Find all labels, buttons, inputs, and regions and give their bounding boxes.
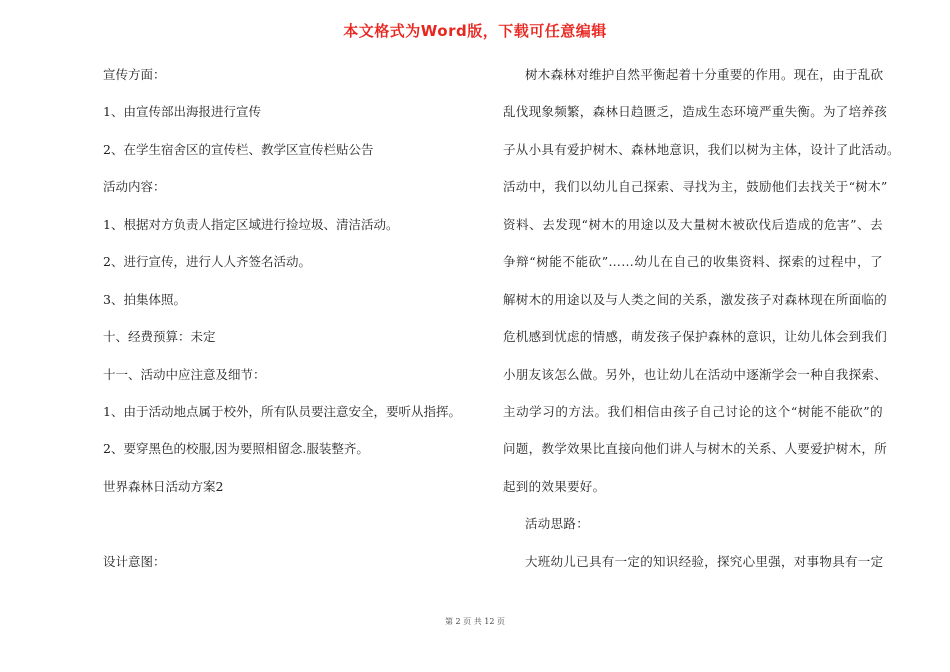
right-line: 小朋友该怎么做。另外，也让幼儿在活动中逐渐学会一种自我探索、: [503, 367, 888, 382]
left-line: 2、进行宣传，进行人人齐签名活动。: [103, 254, 311, 269]
left-line: 1、由宣传部出海报进行宣传: [103, 104, 261, 119]
left-line: 设计意图：: [103, 554, 166, 569]
right-line: 资料、去发现“树木的用途以及大量树木被砍伐后造成的危害”、去: [503, 217, 883, 232]
right-line: 子从小具有爱护树木、森林地意识，我们以树为主体，设计了此活动。: [503, 142, 900, 157]
left-line: 1、根据对方负责人指定区域进行捡垃圾、清洁活动。: [103, 217, 399, 232]
right-line: 争辩“树能不能砍”……幼儿在自己的收集资料、探索的过程中，了: [503, 254, 883, 269]
left-line: 世界森林日活动方案2: [103, 479, 224, 494]
left-line: 活动内容：: [103, 179, 166, 194]
left-line: 2、在学生宿舍区的宣传栏、教学区宣传栏贴公告: [103, 142, 374, 157]
right-line: 解树木的用途以及与人类之间的关系，激发孩子对森林现在所面临的: [503, 292, 888, 307]
left-line: 十、经费预算：未定: [103, 329, 216, 344]
left-line: 宣传方面：: [103, 67, 166, 82]
left-line: 十一、活动中应注意及细节：: [103, 367, 266, 382]
banner-title: 本文格式为Word版，下载可任意编辑: [343, 22, 607, 40]
right-line: 活动中，我们以幼儿自己探索、寻找为主，鼓励他们去找关于“树木”: [503, 179, 888, 194]
right-line: 树木森林对维护自然平衡起着十分重要的作用。现在，由于乱砍: [525, 67, 884, 82]
right-line: 问题，教学效果比直接向他们讲人与树木的关系、人要爱护树木，所: [503, 441, 888, 456]
left-line: 1、由于活动地点属于校外，所有队员要注意安全，要听从指挥。: [103, 404, 461, 419]
right-line: 起到的效果要好。: [503, 479, 606, 494]
right-line: 乱伐现象频繁，森林日趋匮乏，造成生态环境严重失衡。为了培养孩: [503, 104, 888, 119]
right-line: 大班幼儿已具有一定的知识经验，探究心里强，对事物具有一定: [525, 554, 884, 569]
right-line: 活动思路：: [525, 516, 590, 531]
page-number: 第 2 页 共 12 页: [445, 617, 505, 626]
right-line: 危机感到忧虑的情感，萌发孩子保护森林的意识，让幼儿体会到我们: [503, 329, 888, 344]
right-line: 主动学习的方法。我们相信由孩子自己讨论的这个“树能不能砍”的: [503, 404, 883, 419]
left-line: 3、拍集体照。: [103, 292, 186, 307]
left-line: 2、要穿黑色的校服,因为要照相留念.服装整齐。: [103, 441, 369, 456]
